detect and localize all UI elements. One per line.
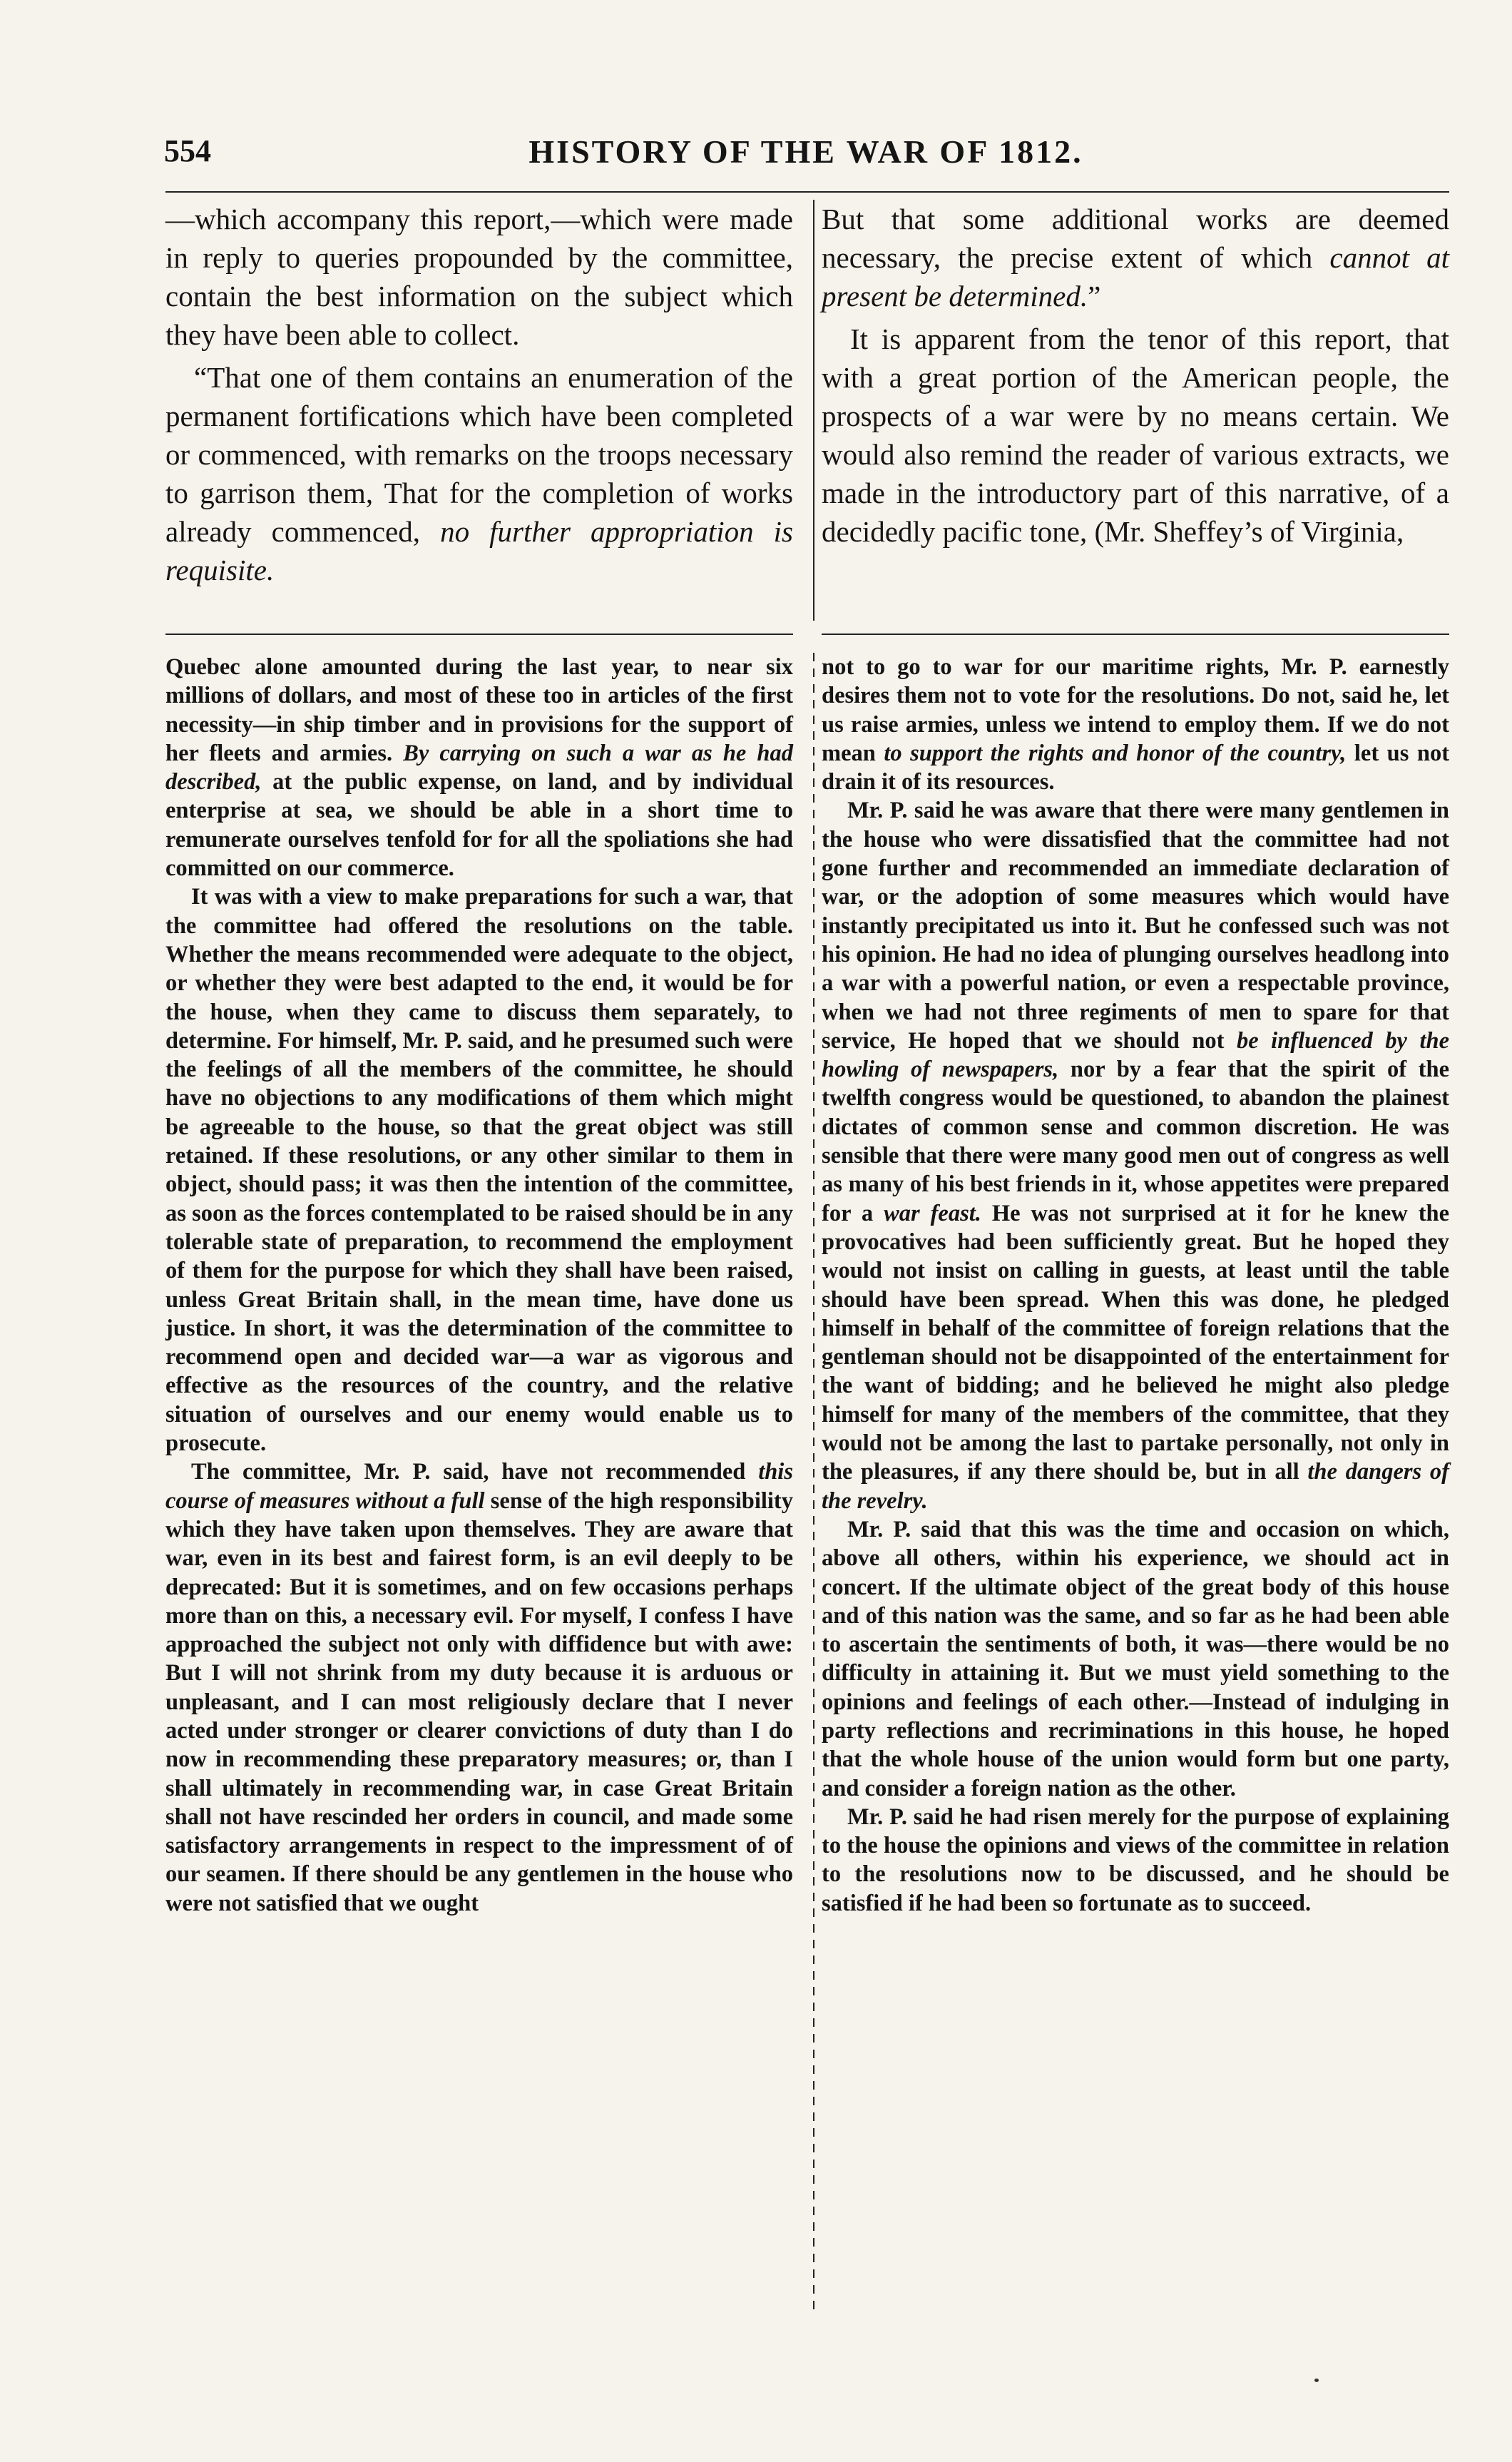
page-number: 554 <box>164 133 211 168</box>
paragraph: The committee, Mr. P. said, have not recommended this course of measures without a full sense of the high responsibility which they have taken upon themselves. They are aware that war, even in its best and fairest form, is an evil deeply to be deprecated: But it is sometimes, and on few occasions perhaps more than on this, a necessary evil. For myself, I confess I have approached the subject not only with diffidence but with awe: But I will not shrink from my duty because it is arduous or unpleasant, and I can most religiously declare that I never acted under stronger or clearer convictions of duty than I do now in recommending these preparatory measures; or, than I shall ultimately in recommending war, in case Great Britain shall not have rescinded her orders in council, and made some satisfactory arrangements in respect to the impressment of of our seamen. If there should be any gentlemen in the house who were not satisfied that we ought <box>165 1459 793 1916</box>
lower-right-column <box>822 653 1449 1918</box>
running-header <box>164 133 1448 183</box>
running-title: HISTORY OF THE WAR OF 1812. <box>528 133 1083 170</box>
italic-phrase: this course of measures without a full <box>165 1459 793 1514</box>
italic-phrase: be influenced by the howling of newspapers, <box>822 1027 1449 1083</box>
paragraph: Mr. P. said he was aware that there were many gentlemen in the house who were dissatisfied that the committee had not gone further and recommended an immediate declaration of war, or the adoption of some measures which would have instantly precipitated us into it. But he confessed such was not his opinion. He had no idea of plunging ourselves headlong into a war with a powerful nation, or even a respectable province, when we had not three regiments of men to spare for that service, He hoped that we should not be influenced by the howling of newspapers, nor by a fear that the spirit of the twelfth congress would be questioned, to abandon the plainest dictates of common sense and common discretion. He was sensible that there were many good men out of congress as well as many of his best friends in it, whose appetites were prepared for a war feast. He was not surprised at it for he knew the provocatives had been sufficiently great. But he hoped they would not insist on calling in guests, at least until the table should have been spread. When this was done, he pledged himself in behalf of the committee of foreign relations that the gentleman should not be disappointed of the entertainment for the want of bidding; and he believed he might also pledge himself for many of the members of the committee, that they would not be among the last to partake personally, not only in the pleasures, if any there should be, but in all the dangers of the revelry. <box>822 798 1450 1514</box>
upper-text-block <box>165 200 1449 621</box>
lower-left-column <box>165 653 793 1918</box>
paragraph: It was with a view to make preparations for such a war, that the committee had offered the resolutions on the table. Whether the means recommended were adequate to the object, or whether they were best adapted to the end, it would be for the house, when they came to discuss them separately, to determine. For himself, Mr. P. said, and he presumed such were the feelings of all the members of the committee, he should have no objections to any modifications of them which might be agreeable to the house, so that the great object was still retained. If these resolutions, or any other similar to them in object, should pass; it was then the intention of the committee, as soon as the forces contemplated to be raised should be in any tolerable state of preparation, to recommend the employment of them for the purpose for which they shall have been raised, unless Great Britain shall, in the mean time, have done us justice. In short, it was the determination of the committee to recommend open and decided war—a war as vigorous and effective as the resources of the country, and the relative situation of ourselves and our enemy would enable us to prosecute. <box>165 884 793 1457</box>
paragraph: “That one of them contains an enumeration of the permanent fortifications which have been completed or commenced, with remarks on the troops necessary to garrison them, That for the completion of works already commenced, no further appropriation is requisite. <box>165 361 793 586</box>
section-rule <box>822 634 1449 635</box>
lower-text-block <box>165 653 1449 2315</box>
paragraph: not to go to war for our maritime rights, Mr. P. earnestly desires them not to vote for the resolutions. Do not, said he, let us raise armies, unless we intend to employ them. If we do not mean to support the rights and honor of the country, let us not drain it of its resources. <box>822 654 1450 795</box>
paragraph: Quebec alone amounted during the last year, to near six millions of dollars, and most of these too in articles of the first necessity—in ship timber and in provisions for the support of her fleets and armies. By carrying on such a war as he had described, at the public expense, on land, and by individual enterprise at sea, we should be able in a short time to remunerate ourselves tenfold for for all the spoliations she had committed on our commerce. <box>165 654 794 882</box>
paragraph: —which accompany this report,—which were made in reply to queries propounded by the committee, contain the best information on the subject which they have been able to collect. <box>165 203 793 351</box>
section-rule <box>165 634 793 635</box>
paragraph: But that some additional works are deemed necessary, the precise extent of which cannot at present be determined.” <box>822 203 1450 312</box>
upper-left-column <box>165 200 793 589</box>
italic-phrase: By carrying on such a war as he had described, <box>165 740 794 795</box>
italic-phrase: to support the rights and honor of the country, <box>884 740 1347 766</box>
column-divider <box>813 200 814 621</box>
paragraph: It is apparent from the tenor of this report, that with a great portion of the American people, the prospects of a war were by no means certain. We would also remind the reader of various extracts, we made in the introductory part of this narrative, of a decidedly pacific tone, (Mr. Sheffey’s of Virginia, <box>822 322 1449 548</box>
italic-phrase: war feast. <box>884 1200 981 1226</box>
paragraph: Mr. P. said that this was the time and occasion on which, above all others, within his experience, we should act in concert. If the ultimate object of the great body of this house and of this nation was the same, and so far as he had been able to ascertain the sentiments of both, it was—there would be no difficulty in attaining it. But we must yield something to the opinions and feelings of each other.—Instead of indulging in party reflections and recriminations in this house, he hoped that the whole house of the union would form but one party, and consider a foreign nation as the other. <box>822 1516 1449 1801</box>
paragraph: Mr. P. said he had risen merely for the purpose of explaining to the house the opinions and views of the committee in relation to the resolutions now to be discussed, and he should be satisfied if he had been so fortunate as to succeed. <box>822 1804 1449 1916</box>
upper-right-column <box>822 200 1449 551</box>
italic-phrase: cannot at present be determined. <box>822 241 1450 312</box>
italic-phrase: no further appropriation is requisite. <box>165 515 793 586</box>
header-rule <box>165 191 1449 193</box>
column-divider <box>813 653 814 2315</box>
ink-speck <box>1314 2379 1319 2382</box>
italic-phrase: the dangers of the revelry. <box>822 1459 1449 1514</box>
